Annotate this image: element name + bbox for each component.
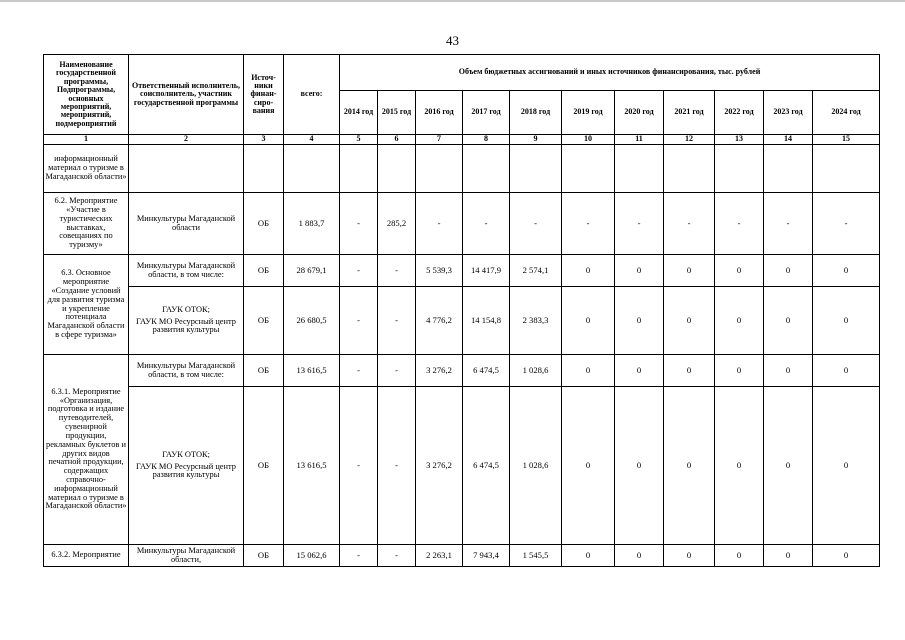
empty-cell [416,145,463,193]
row-source: ОБ [244,355,284,387]
row-total: 13 616,5 [284,387,340,545]
row-value: 0 [664,255,715,287]
row-executor [129,287,244,355]
header-year: 2023 год [764,91,813,135]
column-number: 3 [244,135,284,145]
row-value: - [340,355,378,387]
scan-top-edge [0,0,905,2]
row-source: ОБ [244,193,284,255]
row-value: 0 [562,545,615,567]
header-year: 2024 год [813,91,880,135]
row-value: 0 [664,387,715,545]
table-row [44,193,880,255]
header-name: Наименование государственной программы, Подпрограммы, основных мероприятий, мероприятий, подмероприятий [44,55,129,135]
row-total: 13 616,5 [284,355,340,387]
empty-cell [664,145,715,193]
row-source: ОБ [244,287,284,355]
row-value: 0 [715,287,764,355]
column-number: 6 [378,135,416,145]
table-row [44,255,880,287]
row-value: 0 [715,255,764,287]
row-value: 0 [764,387,813,545]
page-number: 43 [446,33,459,48]
column-number: 5 [340,135,378,145]
table-row [44,145,880,193]
row-value: 1 545,5 [510,545,562,567]
row-value: 7 943,4 [463,545,510,567]
column-number: 11 [615,135,664,145]
empty-cell [510,145,562,193]
row-name: 6.3.2. Мероприятие [44,545,129,567]
empty-cell [284,145,340,193]
row-value: - [615,193,664,255]
column-number: 8 [463,135,510,145]
row-value: 0 [813,545,880,567]
row-value: 0 [764,287,813,355]
header-year: 2017 год [463,91,510,135]
empty-cell [764,145,813,193]
table-row [44,545,880,567]
row-value: - [378,287,416,355]
header-year: 2015 год [378,91,416,135]
row-name: информационный материал о туризме в Магаданской области» [44,145,129,193]
row-value: 6 474,5 [463,355,510,387]
row-value: - [340,193,378,255]
header-year: 2016 год [416,91,463,135]
row-value: 5 539,3 [416,255,463,287]
budget-table [43,54,880,567]
table-row [44,287,880,355]
row-value: 0 [813,287,880,355]
column-number: 4 [284,135,340,145]
row-value: - [378,545,416,567]
row-executor: Минкультуры Магаданской области [129,193,244,255]
empty-cell [244,145,284,193]
executor-line: ГАУК МО Ресурсный центр развития культуры [136,316,236,335]
empty-cell [340,145,378,193]
empty-cell [463,145,510,193]
header-year: 2019 год [562,91,615,135]
row-value: 3 276,2 [416,387,463,545]
row-executor: Минкультуры Магаданской области, в том числе: [129,355,244,387]
empty-cell [813,145,880,193]
row-value: 1 028,6 [510,387,562,545]
row-value: - [416,193,463,255]
row-value: - [510,193,562,255]
row-value: 3 276,2 [416,355,463,387]
executor-line: ГАУК ОТОК; [162,304,210,314]
table-row [44,387,880,545]
row-value: 0 [764,255,813,287]
row-value: - [378,387,416,545]
row-total: 1 883,7 [284,193,340,255]
header-year: 2014 год [340,91,378,135]
row-executor [129,387,244,545]
row-name: 6.3.1. Мероприятие «Организация, подготовка и издание путеводителей, сувенирной продукции, рекламных буклетов и других видов печатной продукции, содержащих справочно-информационный материал о туризме в Магаданской области» [44,355,129,545]
row-value: 0 [715,355,764,387]
header-year: 2020 год [615,91,664,135]
row-value: - [562,193,615,255]
row-value: 0 [615,255,664,287]
row-value: 0 [562,387,615,545]
header-row-1 [44,55,880,91]
column-number: 1 [44,135,129,145]
row-value: 0 [715,387,764,545]
header-executor: Ответственный исполнитель, соисполнитель, участник государственной программы [129,55,244,135]
row-value: - [378,355,416,387]
column-number: 15 [813,135,880,145]
row-value: 0 [562,355,615,387]
row-value: 0 [764,355,813,387]
row-value: - [340,387,378,545]
column-number: 14 [764,135,813,145]
row-value: 2 263,1 [416,545,463,567]
row-value: 2 574,1 [510,255,562,287]
row-value: 0 [615,545,664,567]
row-value: 0 [664,545,715,567]
empty-cell [378,145,416,193]
row-executor: Минкультуры Магаданской области, [129,545,244,567]
row-value: 0 [715,545,764,567]
row-value: 0 [615,355,664,387]
row-total: 15 062,6 [284,545,340,567]
executor-line: ГАУК МО Ресурсный центр развития культуры [136,461,236,480]
row-name: 6.3. Основное мероприятие «Создание условий для развития туризма и укрепление потенциала Магаданской области в сфере туризма» [44,255,129,355]
column-number: 2 [129,135,244,145]
row-value: - [340,255,378,287]
empty-cell [129,145,244,193]
row-value: 0 [664,355,715,387]
column-number-row [44,135,880,145]
empty-cell [615,145,664,193]
row-value: 0 [764,545,813,567]
row-source: ОБ [244,545,284,567]
column-number: 7 [416,135,463,145]
row-value: - [378,255,416,287]
empty-cell [562,145,615,193]
row-total: 28 679,1 [284,255,340,287]
row-value: 0 [615,287,664,355]
row-name: 6.2. Мероприятие «Участие в туристических выставках, совещаниях по туризму» [44,193,129,255]
row-value: 0 [813,255,880,287]
table-row [44,355,880,387]
row-value: 285,2 [378,193,416,255]
row-value: 0 [813,387,880,545]
row-value: 14 417,9 [463,255,510,287]
row-value: - [764,193,813,255]
header-year: 2022 год [715,91,764,135]
row-value: 0 [615,387,664,545]
row-value: 1 028,6 [510,355,562,387]
row-source: ОБ [244,387,284,545]
header-year: 2018 год [510,91,562,135]
row-value: - [340,287,378,355]
row-executor: Минкультуры Магаданской области, в том числе: [129,255,244,287]
column-number: 10 [562,135,615,145]
empty-cell [715,145,764,193]
header-funding-group: Объем бюджетных ассигнований и иных источников финансирования, тыс. рублей [340,55,880,91]
header-year: 2021 год [664,91,715,135]
row-value: 0 [562,287,615,355]
column-number: 9 [510,135,562,145]
row-value: - [340,545,378,567]
row-value: - [813,193,880,255]
header-source: Источ-ники финан-сиро-вания [244,55,284,135]
row-total: 26 680,5 [284,287,340,355]
header-total: всего: [284,55,340,135]
column-number: 12 [664,135,715,145]
row-value: 4 776,2 [416,287,463,355]
row-value: 2 383,3 [510,287,562,355]
executor-line: ГАУК ОТОК; [162,449,210,459]
row-value: 6 474,5 [463,387,510,545]
row-value: 0 [664,287,715,355]
row-value: - [715,193,764,255]
row-source: ОБ [244,255,284,287]
row-value: - [463,193,510,255]
column-number: 13 [715,135,764,145]
row-value: 0 [562,255,615,287]
row-value: 14 154,8 [463,287,510,355]
row-value: - [664,193,715,255]
row-value: 0 [813,355,880,387]
